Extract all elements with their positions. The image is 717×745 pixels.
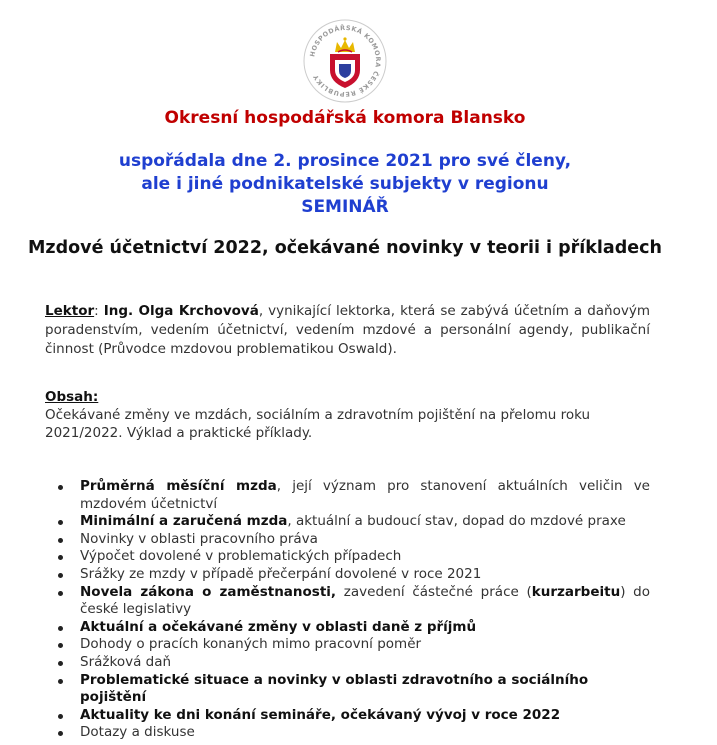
topic-bold: Aktuální a očekávané změny v oblasti daně z příjmů [80,618,477,635]
bullet-icon [58,555,63,560]
bullet-icon [58,538,63,543]
intro-line-3: SEMINÁŘ [301,197,389,217]
intro-line-2: ale i jiné podnikatelské subjekty v regionu [141,174,549,194]
organizer-title: Okresní hospodářská komora Blansko [164,108,526,128]
topic-text: Novinky v oblasti pracovního práva [80,530,318,547]
lecturer-colon: : [94,303,104,319]
seminar-title: Mzdové účetnictví 2022, očekávané novinky v teorii i příkladech [28,238,662,258]
topic-text: Výpočet dovolené v problematických případech [80,548,402,565]
content-section [45,388,645,442]
list-item [58,478,650,513]
list-item [58,566,650,584]
bullet-icon [58,661,63,666]
bullet-icon [58,714,63,719]
bullet-icon [58,573,63,578]
content-label: Obsah: [45,389,99,405]
topic-bold: Novela zákona o zaměstnanosti, [80,583,337,600]
bullet-icon [58,485,63,490]
topic-bold: Průměrná měsíční mzda [80,478,277,494]
list-item [58,584,650,619]
topic-bold: Minimální a zaručená mzda [80,513,288,530]
topic-text-2: ) do české legislativy [80,583,651,618]
topic-text: Srážky ze mzdy v případě přečerpání dovolené v roce 2021 [80,565,482,582]
list-item [58,513,650,531]
logo-ring-text: HOSPODÁŘSKÁ KOMORA ČESKÉ REPUBLIKY [308,23,383,99]
topic-text: Srážková daň [80,653,172,670]
topic-text: , aktuální a budoucí stav, dopad do mzdové praxe [287,513,626,530]
lecturer-description: , vynikající lektorka, která se zabývá účetním a daňovým poradenstvím, vedením účetnictví, vedením mzdové a personální agendy, publikační činnost (Průvodce mzdovou problematikou Oswald). [45,303,650,357]
intro-block [0,150,690,219]
topic-bold-2: kurzarbeitu [531,583,621,600]
list-item [58,724,650,742]
list-item [58,619,650,637]
topic-bold: Aktuality ke dni konání semináře, očekávaný vývoj v roce 2022 [80,706,561,723]
content-text: Očekávané změny ve mzdách, sociálním a zdravotním pojištění na přelomu roku 2021/2022. Výklad a praktické příklady. [45,407,591,441]
topic-bold: Problematické situace a novinky v oblasti zdravotního a sociálního pojištění [80,671,589,706]
list-item [58,672,650,707]
list-item [58,636,650,654]
list-item [58,654,650,672]
bullet-icon [58,679,63,684]
lecturer-paragraph [45,302,650,359]
topic-text: zavedení částečné práce ( [336,583,532,600]
bullet-icon [58,643,63,648]
bullet-icon [58,626,63,631]
topic-text: , její význam pro stanovení aktuálních veličin ve mzdovém účetnictví [80,478,650,512]
bullet-icon [58,520,63,525]
lecturer-name: Ing. Olga Krchovová [103,303,259,319]
list-item [58,707,650,725]
list-item [58,548,650,566]
topic-text: Dohody o pracích konaných mimo pracovní poměr [80,636,422,653]
bullet-icon [58,591,63,596]
bullet-icon [58,731,63,736]
topics-list [58,478,650,742]
intro-line-1: uspořádala dne 2. prosince 2021 pro své členy, [118,151,572,171]
lecturer-label: Lektor [45,303,95,319]
chamber-logo [302,18,388,104]
topic-text: Dotazy a diskuse [80,724,195,741]
list-item [58,531,650,549]
